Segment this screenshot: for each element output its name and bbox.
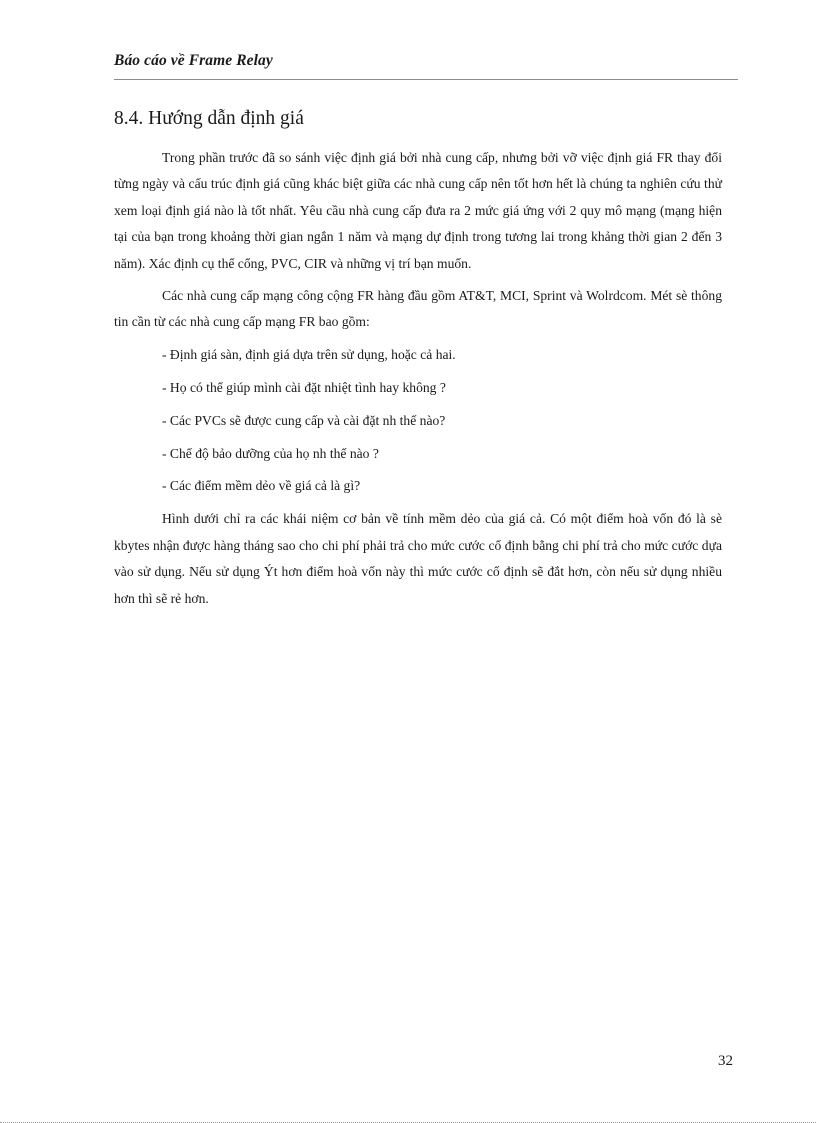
section-heading: 8.4. Hướng dẫn định giá — [114, 108, 304, 129]
page-number: 32 — [718, 1053, 733, 1069]
paragraph-providers: Các nhà cung cấp mạng công cộng FR hàng đầu gồm AT&T, MCI, Sprint và Wolrdcom. Mét sè thông tin cần từ các nhà cung cấp mạng FR bao gồm: — [114, 288, 722, 330]
body-text — [114, 145, 722, 612]
paragraph-intro: Trong phần trước đã so sánh việc định giá bởi nhà cung cấp, nhưng bởi vỡ việc định giá FR thay đổi từng ngày và cấu trúc định giá cũng khác biệt giữa các nhà cung cấp nên tốt hơn hết là chúng ta nghiên cứu thử xem loại định giá nào là tốt nhất. Yêu cầu nhà cung cấp đưa ra 2 mức giá ứng với 2 quy mô mạng (mạng hiện tại của bạn trong khoảng thời gian ngắn 1 năm và mạng dự định trong tương lai trong khảng thời gian 2 đến 3 năm). Xác định cụ thể cổng, PVC, CIR và những vị trí bạn muốn. — [114, 150, 722, 271]
list-item: - Chế độ bảo dưỡng của họ nh thế nào ? — [162, 445, 379, 461]
header-divider — [114, 79, 738, 80]
list-item: - Định giá sàn, định giá dựa trên sử dụng, hoặc cả hai. — [162, 346, 456, 362]
list-item: - Các PVCs sẽ được cung cấp và cài đặt nh thế nào? — [162, 412, 446, 428]
running-header: Báo cáo về Frame Relay — [114, 52, 273, 69]
paragraph-break-even: Hình dưới chỉ ra các khái niệm cơ bản về tính mềm dẻo của giá cả. Có một điểm hoà vốn đó là sè kbytes nhận được hàng tháng sao cho chi phí phải trả cho mức cước cố định bằng chi phí trả cho mức cước dựa vào sử dụng. Nếu sử dụng Ýt hơn điểm hoà vốn này thì mức cước cố định sẽ đắt hơn, còn nếu sử dụng nhiều hơn thì sẽ rẻ hơn. — [114, 511, 722, 606]
list-item: - Họ có thể giúp mình cài đặt nhiệt tình hay không ? — [162, 379, 446, 395]
list-item: - Các điểm mềm dẻo về giá cả là gì? — [162, 478, 361, 494]
